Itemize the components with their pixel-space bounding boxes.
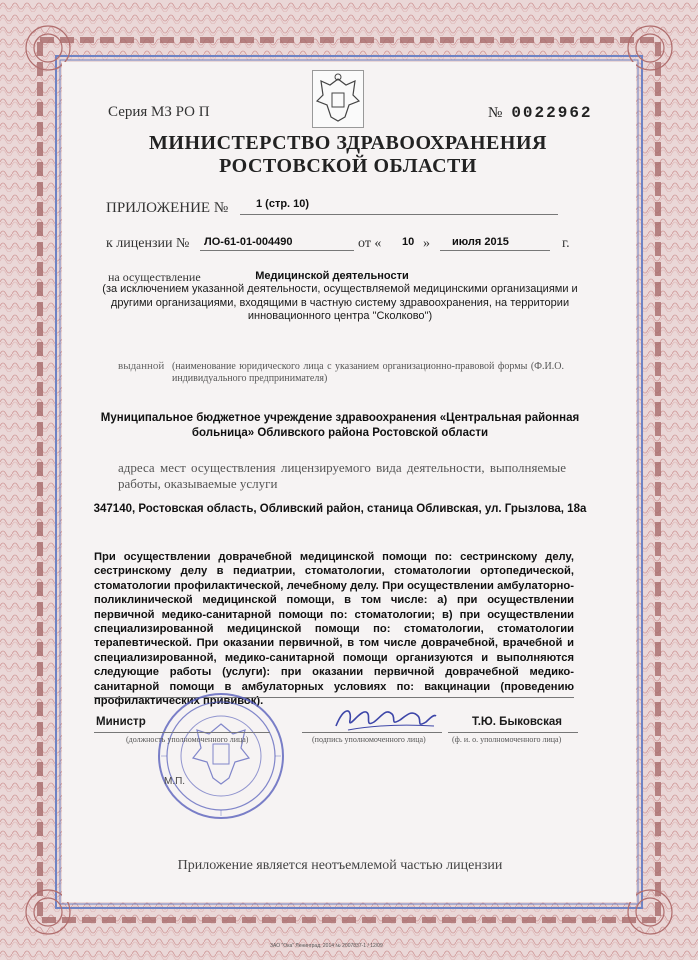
activity-title: Медицинской деятельности <box>255 270 409 282</box>
coat-of-arms-emblem <box>312 70 364 128</box>
ministry-title-line1: МИНИСТЕРСТВО ЗДРАВООХРАНЕНИЯ <box>149 132 547 154</box>
license-date-underline <box>440 250 550 251</box>
signature-caption: (подпись уполномоченного лица) <box>312 735 426 744</box>
appendix-label: ПРИЛОЖЕНИЕ № <box>106 200 229 216</box>
printer-imprint: ЗАО "Ока" Ленинград. 2014 № 2007837-1 / 12/09 <box>270 943 383 949</box>
license-month-year: июля 2015 <box>452 236 509 248</box>
name-caption: (ф. и. о. уполномоченного лица) <box>452 735 562 744</box>
addresses-label: адреса мест осуществления лицензируемого вида деятельности, выполняемые работы, оказываемые услуги <box>118 460 566 491</box>
number-sign: № <box>488 105 504 121</box>
services-paragraph: При осуществлении доврачебной медицинской помощи по: сестринскому делу, сестринскому делу в педиатрии, стоматологии, стоматологии ортопедической, стоматологии профилактической, лечебному делу. При осуществлении амбулаторно-поликлинической медицинской помощи, в том числе: а) при осуществлении первичной медико-санитарной помощи по: стоматологии; в) при осуществлении специализированной медицинской помощи по: стоматологии, стоматологии терапевтической. При оказании первичной, в том числе доврачебной, врачебной и специализированной, медико-санитарной помощи организуются и выполняются следующие работы (услуги): при оказании первичной доврачебной медико-санитарной помощи в амбулаторных условиях по: вакцинации (проведению профилактических прививок). <box>94 551 574 708</box>
license-number-underline <box>200 250 354 251</box>
organization-name: Муниципальное бюджетное учреждение здравоохранения «Центральная районная больница» Обливского района Ростовской области <box>100 412 580 439</box>
signature-underline <box>302 732 442 733</box>
position-caption: (должность уполномоченного лица) <box>126 735 249 744</box>
appendix-underline <box>240 214 558 215</box>
form-number-value: 0022962 <box>511 104 593 122</box>
footer-note: Приложение является неотъемлемой частью лицензии <box>177 858 503 873</box>
license-from-label: от « <box>358 236 382 251</box>
position-underline <box>94 732 270 733</box>
license-day: 10 <box>402 236 415 248</box>
ministry-title-line2: РОСТОВСКОЙ ОБЛАСТИ <box>219 155 477 177</box>
handwritten-signature <box>330 700 440 734</box>
signatory-name: Т.Ю. Быковская <box>472 716 562 728</box>
address-value: 347140, Ростовская область, Обливский район, станица Обливская, ул. Грызлова, 18а <box>93 503 587 515</box>
stamp-place-label: М.П. <box>164 776 186 787</box>
issued-caption: (наименование юридического лица с указанием организационно-правовой формы (Ф.И.О. индивидуального предпринимателя) <box>172 361 564 384</box>
license-year-suffix: г. <box>562 236 570 251</box>
activity-label: на осуществление <box>108 270 201 284</box>
license-label: к лицензии № <box>106 236 190 251</box>
name-underline <box>448 732 578 733</box>
activity-description: (за исключением указанной деятельности, осуществляемой медицинскими организациями и другими организациями, входящими в частную систему здравоохранения, на территории инновационного центра "Сколково") <box>102 283 578 322</box>
appendix-value: 1 (стр. 10) <box>256 198 310 210</box>
official-seal-stamp <box>155 690 287 822</box>
license-close-quote: » <box>423 236 430 251</box>
issued-label: выданной <box>118 360 165 372</box>
form-number <box>488 104 593 122</box>
series-label: Серия МЗ РО П <box>108 104 210 120</box>
signatory-position: Министр <box>96 716 146 728</box>
license-number: ЛО-61-01-004490 <box>204 236 293 248</box>
